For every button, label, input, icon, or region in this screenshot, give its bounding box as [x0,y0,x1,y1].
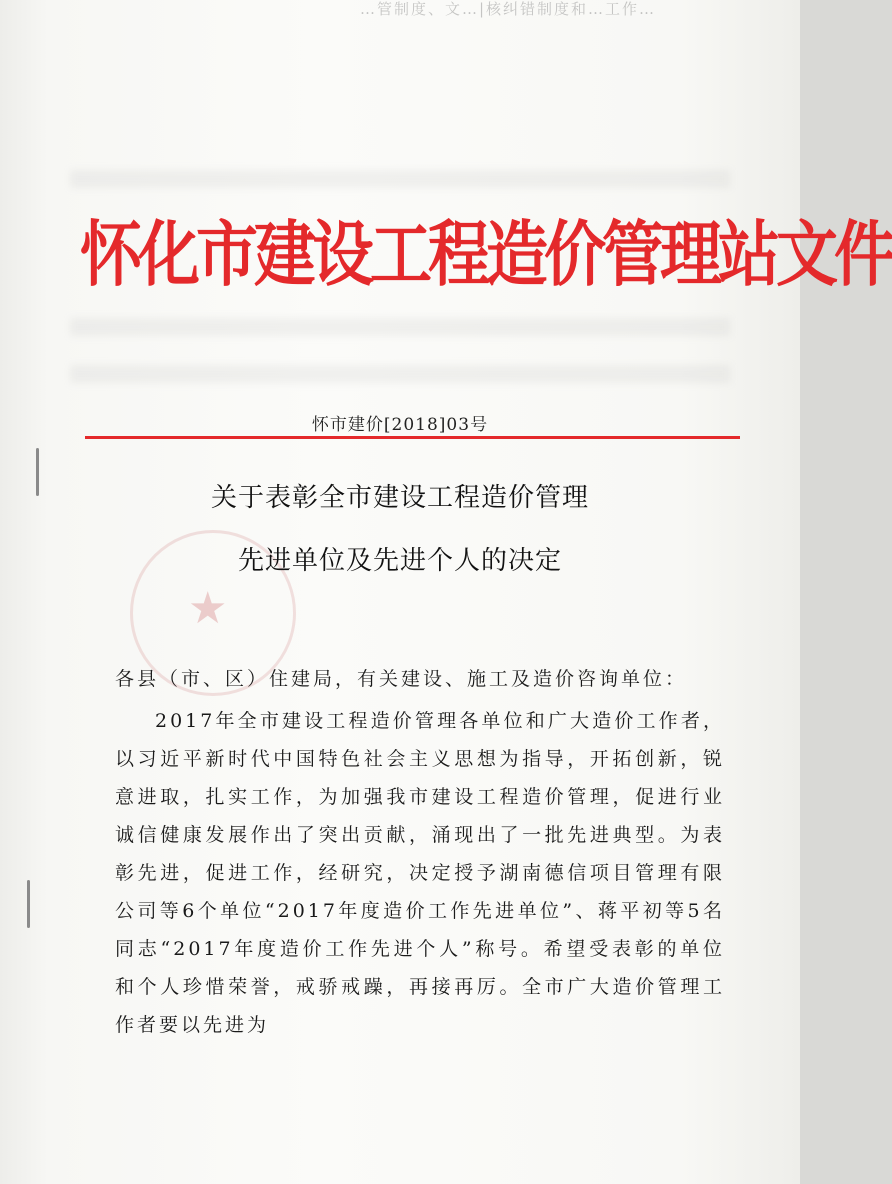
bleed-through-line [70,170,730,188]
bleed-through-line [70,365,730,383]
staple-mark [27,880,30,928]
document-number: 怀市建价[2018]03号 [311,415,489,435]
issuing-authority-header: 怀化市建设工程造价管理站文件 [80,212,892,297]
red-separator-line [85,436,740,439]
decision-title-line-2: 先进单位及先进个人的决定 [237,546,562,576]
bleed-through-line [70,318,730,336]
salutation: 各县（市、区）住建局，有关建设、施工及造价咨询单位： [115,668,688,690]
seal-star-icon: ★ [188,583,228,634]
bleed-through-text: …管制度、文…|核纠错制度和…工作… [360,0,657,18]
body-paragraph: 2017年全市建设工程造价管理各单位和广大造价工作者，以习近平新时代中国特色社会主义思想为指导，开拓创新，锐意进取，扎实工作，为加强我市建设工程造价管理，促进行业诚信健康发展作出了突出贡献，涌现出了一批先进典型。为表彰先进，促进工作，经研究，决定授予湖南德信项目管理有限公司等6个单位“2017年度造价工作先进单位”、蒋平初等5名同志“2017年度造价工作先进个人”称号。希望受表彰的单位和个人珍惜荣誉，戒骄戒躁，再接再厉。全市广大造价管理工作者要以先进为 [115,710,725,1036]
decision-title-line-1: 关于表彰全市建设工程造价管理 [210,483,589,513]
